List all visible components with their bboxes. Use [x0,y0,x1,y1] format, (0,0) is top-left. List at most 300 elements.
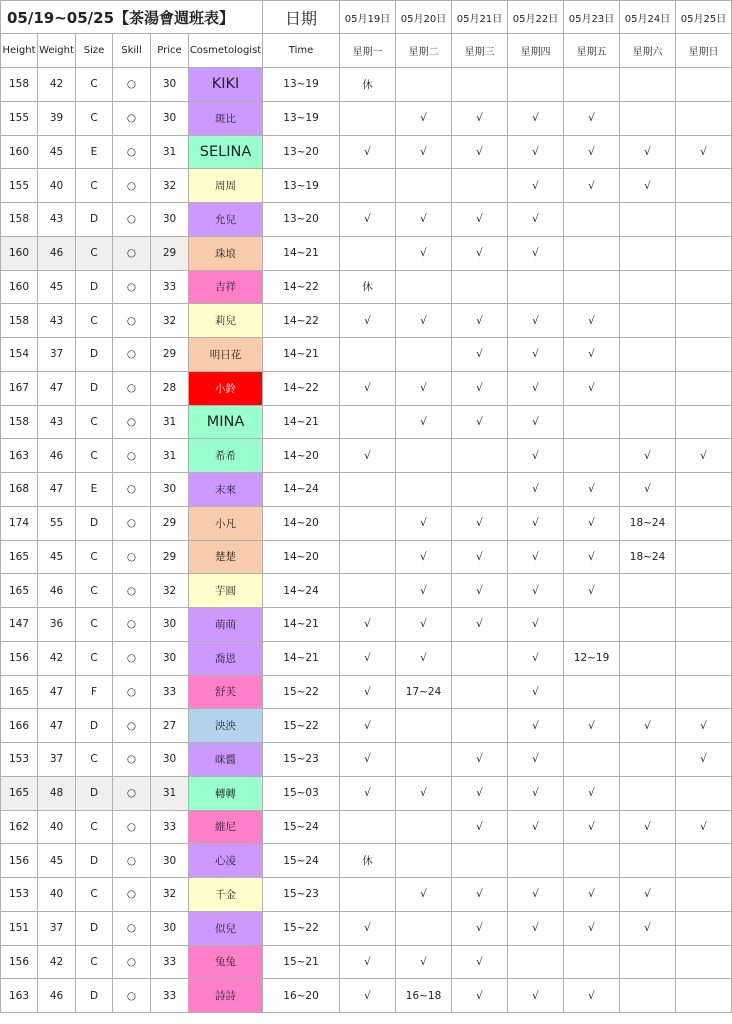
shift-check: √ [620,810,676,844]
size-cell: D [76,371,113,405]
shift-check: √ [452,911,508,945]
weight-cell: 42 [38,945,76,979]
empty-day-cell [676,236,732,270]
time-cell: 14~22 [263,304,340,338]
shift-check: √ [396,371,452,405]
shift-check: √ [340,641,396,675]
shift-check: √ [508,203,564,237]
column-header-row [1,34,732,68]
empty-day-cell [676,203,732,237]
price-cell: 28 [151,371,189,405]
empty-day-cell [676,608,732,642]
empty-day-cell [676,169,732,203]
height-cell: 156 [1,844,38,878]
column-header-time: Time [263,34,340,68]
shift-check: √ [564,878,620,912]
shift-check: √ [452,574,508,608]
shift-check: √ [452,776,508,810]
skill-cell: ○ [113,405,151,439]
shift-check: √ [508,506,564,540]
shift-check: √ [396,101,452,135]
empty-day-cell [620,270,676,304]
table-row [1,641,732,675]
size-cell: F [76,675,113,709]
time-cell: 14~21 [263,338,340,372]
shift-check: √ [452,979,508,1013]
shift-check: √ [452,135,508,169]
cosmetologist-name: MINA [189,405,263,439]
size-cell: D [76,506,113,540]
shift-check: √ [452,878,508,912]
weight-cell: 42 [38,641,76,675]
shift-check: √ [564,540,620,574]
empty-day-cell [340,338,396,372]
weekday-header: 星期三 [452,34,508,68]
time-cell: 13~19 [263,101,340,135]
shift-check: √ [508,776,564,810]
skill-cell: ○ [113,203,151,237]
empty-day-cell [452,439,508,473]
shift-check: √ [396,641,452,675]
time-cell: 14~21 [263,608,340,642]
empty-day-cell [396,169,452,203]
size-cell: C [76,540,113,574]
time-cell: 15~22 [263,709,340,743]
date-header: 05月19日 [340,1,396,34]
price-cell: 29 [151,540,189,574]
shift-check: √ [676,135,732,169]
shift-check: √ [564,338,620,372]
title-row [1,1,732,34]
empty-day-cell [620,405,676,439]
cosmetologist-name: 楚楚 [189,540,263,574]
price-cell: 29 [151,338,189,372]
weekday-header: 星期一 [340,34,396,68]
cosmetologist-name: 小鈴 [189,371,263,405]
table-row [1,911,732,945]
empty-day-cell [396,270,452,304]
time-cell: 15~21 [263,945,340,979]
size-cell: C [76,810,113,844]
shift-check: √ [508,675,564,709]
empty-day-cell [676,338,732,372]
shift-check: √ [340,945,396,979]
shift-check: √ [508,810,564,844]
skill-cell: ○ [113,304,151,338]
cosmetologist-name: 芋圓 [189,574,263,608]
table-row [1,506,732,540]
cosmetologist-name: KIKI [189,68,263,102]
shift-check: √ [620,878,676,912]
shift-check: √ [508,540,564,574]
empty-day-cell [564,844,620,878]
empty-day-cell [620,203,676,237]
empty-day-cell [340,810,396,844]
height-cell: 163 [1,439,38,473]
time-cell: 13~20 [263,203,340,237]
shift-check: √ [340,304,396,338]
shift-check: √ [452,371,508,405]
height-cell: 165 [1,675,38,709]
empty-day-cell [340,405,396,439]
height-cell: 162 [1,810,38,844]
size-cell: C [76,101,113,135]
shift-check: √ [340,371,396,405]
shift-check: √ [396,304,452,338]
shift-check: √ [620,911,676,945]
time-cell: 15~24 [263,844,340,878]
empty-day-cell [452,844,508,878]
shift-check: √ [564,506,620,540]
weight-cell: 39 [38,101,76,135]
skill-cell: ○ [113,270,151,304]
price-cell: 31 [151,405,189,439]
empty-day-cell [620,574,676,608]
skill-cell: ○ [113,574,151,608]
shift-hours: 12~19 [564,641,620,675]
empty-day-cell [676,473,732,507]
shift-check: √ [676,810,732,844]
table-row [1,675,732,709]
shift-check: √ [564,304,620,338]
empty-day-cell [340,169,396,203]
empty-day-cell [564,68,620,102]
date-header: 05月23日 [564,1,620,34]
price-cell: 30 [151,68,189,102]
cosmetologist-name: 莉兒 [189,304,263,338]
height-cell: 158 [1,405,38,439]
size-cell: D [76,203,113,237]
cosmetologist-name: 舒芙 [189,675,263,709]
size-cell: D [76,911,113,945]
empty-day-cell [340,878,396,912]
shift-check: √ [340,709,396,743]
empty-day-cell [396,439,452,473]
cosmetologist-name: 吉祥 [189,270,263,304]
shift-check: √ [452,101,508,135]
empty-day-cell [452,709,508,743]
cosmetologist-name: 泱泱 [189,709,263,743]
weight-cell: 37 [38,338,76,372]
empty-day-cell [676,776,732,810]
empty-day-cell [676,371,732,405]
skill-cell: ○ [113,675,151,709]
column-header-size: Size [76,34,113,68]
price-cell: 33 [151,675,189,709]
table-row [1,371,732,405]
height-cell: 160 [1,236,38,270]
table-row [1,540,732,574]
shift-check: √ [396,776,452,810]
shift-check: √ [340,776,396,810]
date-header: 05月25日 [676,1,732,34]
empty-day-cell [620,371,676,405]
skill-cell: ○ [113,709,151,743]
price-cell: 30 [151,101,189,135]
shift-check: √ [564,135,620,169]
size-cell: D [76,979,113,1013]
time-cell: 15~22 [263,911,340,945]
weekday-header: 星期日 [676,34,732,68]
height-cell: 160 [1,270,38,304]
weekday-header: 星期五 [564,34,620,68]
shift-check: √ [452,608,508,642]
empty-day-cell [620,101,676,135]
empty-day-cell [676,68,732,102]
time-cell: 14~21 [263,405,340,439]
shift-check: √ [452,810,508,844]
price-cell: 33 [151,810,189,844]
cosmetologist-name: 小凡 [189,506,263,540]
empty-day-cell [396,743,452,777]
table-row [1,878,732,912]
cosmetologist-name: 明日花 [189,338,263,372]
empty-day-cell [452,270,508,304]
empty-day-cell [340,236,396,270]
empty-day-cell [340,540,396,574]
skill-cell: ○ [113,945,151,979]
weight-cell: 45 [38,540,76,574]
shift-hours: 18~24 [620,540,676,574]
empty-day-cell [452,473,508,507]
shift-check: √ [340,203,396,237]
cosmetologist-name: 允兒 [189,203,263,237]
weight-cell: 37 [38,743,76,777]
cosmetologist-name: 斑比 [189,101,263,135]
empty-day-cell [564,270,620,304]
shift-check: √ [508,641,564,675]
empty-day-cell [508,68,564,102]
skill-cell: ○ [113,169,151,203]
day-off-mark: 休 [340,270,396,304]
weight-cell: 47 [38,473,76,507]
empty-day-cell [620,608,676,642]
empty-day-cell [508,945,564,979]
empty-day-cell [340,473,396,507]
shift-check: √ [396,945,452,979]
time-cell: 13~20 [263,135,340,169]
shift-check: √ [676,709,732,743]
time-cell: 15~24 [263,810,340,844]
cosmetologist-name: 周周 [189,169,263,203]
shift-check: √ [676,439,732,473]
weight-cell: 42 [38,68,76,102]
size-cell: C [76,743,113,777]
empty-day-cell [396,810,452,844]
price-cell: 29 [151,236,189,270]
time-cell: 15~23 [263,743,340,777]
height-cell: 158 [1,203,38,237]
weight-cell: 36 [38,608,76,642]
skill-cell: ○ [113,776,151,810]
size-cell: E [76,135,113,169]
skill-cell: ○ [113,608,151,642]
skill-cell: ○ [113,473,151,507]
price-cell: 32 [151,574,189,608]
shift-check: √ [340,675,396,709]
table-row [1,270,732,304]
height-cell: 155 [1,169,38,203]
weight-cell: 47 [38,371,76,405]
shift-check: √ [508,338,564,372]
shift-check: √ [564,574,620,608]
time-cell: 14~24 [263,574,340,608]
empty-day-cell [396,338,452,372]
height-cell: 153 [1,743,38,777]
empty-day-cell [676,304,732,338]
height-cell: 168 [1,473,38,507]
shift-check: √ [508,304,564,338]
empty-day-cell [676,878,732,912]
page-title: 05/19~05/25【茶湯會週班表】 [1,1,263,34]
empty-day-cell [676,506,732,540]
empty-day-cell [676,574,732,608]
skill-cell: ○ [113,101,151,135]
empty-day-cell [676,270,732,304]
cosmetologist-name: 維尼 [189,810,263,844]
shift-check: √ [564,776,620,810]
empty-day-cell [676,540,732,574]
size-cell: C [76,405,113,439]
table-row [1,135,732,169]
shift-check: √ [396,574,452,608]
shift-check: √ [564,709,620,743]
empty-day-cell [676,675,732,709]
size-cell: C [76,236,113,270]
price-cell: 30 [151,473,189,507]
table-row [1,68,732,102]
skill-cell: ○ [113,135,151,169]
height-cell: 153 [1,878,38,912]
height-cell: 165 [1,540,38,574]
empty-day-cell [508,270,564,304]
weight-cell: 46 [38,439,76,473]
price-cell: 32 [151,878,189,912]
empty-day-cell [676,101,732,135]
empty-day-cell [452,675,508,709]
empty-day-cell [396,844,452,878]
table-row [1,810,732,844]
shift-check: √ [340,439,396,473]
weight-cell: 45 [38,844,76,878]
table-row [1,844,732,878]
weight-cell: 40 [38,878,76,912]
skill-cell: ○ [113,844,151,878]
column-header-height: Height [1,34,38,68]
time-cell: 14~20 [263,506,340,540]
table-row [1,709,732,743]
skill-cell: ○ [113,338,151,372]
price-cell: 27 [151,709,189,743]
date-header: 05月20日 [396,1,452,34]
size-cell: C [76,169,113,203]
shift-check: √ [396,405,452,439]
empty-day-cell [620,776,676,810]
time-cell: 14~20 [263,540,340,574]
shift-check: √ [508,878,564,912]
skill-cell: ○ [113,68,151,102]
shift-check: √ [340,608,396,642]
cosmetologist-name: 末來 [189,473,263,507]
height-cell: 156 [1,945,38,979]
table-row [1,304,732,338]
cosmetologist-name: 詩詩 [189,979,263,1013]
table-row [1,405,732,439]
price-cell: 33 [151,270,189,304]
day-off-mark: 休 [340,68,396,102]
shift-check: √ [620,135,676,169]
table-row [1,574,732,608]
empty-day-cell [396,68,452,102]
size-cell: C [76,574,113,608]
height-cell: 147 [1,608,38,642]
height-cell: 158 [1,68,38,102]
column-header-skill: Skill [113,34,151,68]
shift-check: √ [396,236,452,270]
time-cell: 14~21 [263,236,340,270]
weight-cell: 43 [38,203,76,237]
shift-hours: 16~18 [396,979,452,1013]
shift-check: √ [396,506,452,540]
shift-check: √ [396,608,452,642]
shift-check: √ [452,743,508,777]
weight-cell: 45 [38,270,76,304]
table-row [1,945,732,979]
day-off-mark: 休 [340,844,396,878]
shift-check: √ [396,540,452,574]
cosmetologist-name: 萌萌 [189,608,263,642]
time-cell: 13~19 [263,169,340,203]
height-cell: 156 [1,641,38,675]
skill-cell: ○ [113,540,151,574]
empty-day-cell [676,844,732,878]
weight-cell: 55 [38,506,76,540]
weight-cell: 37 [38,911,76,945]
weight-cell: 43 [38,304,76,338]
cosmetologist-name: 咪醬 [189,743,263,777]
shift-check: √ [564,169,620,203]
shift-check: √ [452,540,508,574]
weight-cell: 45 [38,135,76,169]
shift-check: √ [396,135,452,169]
weight-cell: 47 [38,675,76,709]
cosmetologist-name: 珠埌 [189,236,263,270]
empty-day-cell [564,203,620,237]
empty-day-cell [676,979,732,1013]
shift-check: √ [564,371,620,405]
empty-day-cell [564,675,620,709]
shift-check: √ [508,743,564,777]
cosmetologist-name: 兔兔 [189,945,263,979]
date-header: 05月21日 [452,1,508,34]
weight-cell: 47 [38,709,76,743]
height-cell: 167 [1,371,38,405]
empty-day-cell [620,338,676,372]
shift-check: √ [620,709,676,743]
cosmetologist-name: SELINA [189,135,263,169]
weight-cell: 43 [38,405,76,439]
time-cell: 15~22 [263,675,340,709]
shift-check: √ [620,439,676,473]
empty-day-cell [564,743,620,777]
empty-day-cell [564,608,620,642]
empty-day-cell [620,675,676,709]
schedule-body [1,1,732,1013]
time-cell: 14~22 [263,371,340,405]
shift-check: √ [564,101,620,135]
size-cell: D [76,270,113,304]
cosmetologist-name: 喬恩 [189,641,263,675]
